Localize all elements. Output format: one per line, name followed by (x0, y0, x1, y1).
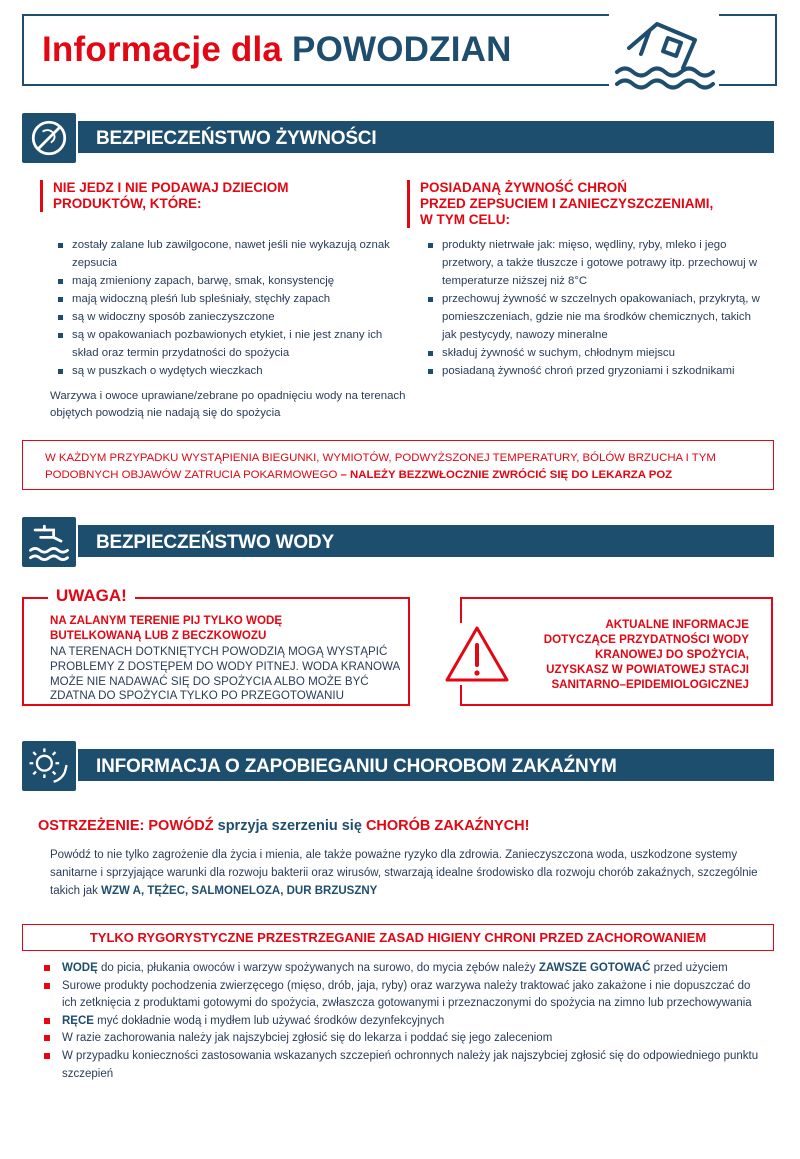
disease-paragraph: Powódź to nie tylko zagrożenie dla życia i mienia, ale także poważne ryzyko dla zdrowia. Zanieczyszczona woda, uszkodzone systemy sanitarne i sprzyjające warunki dla rozwoju bakterii oraz wirusów, stwarzają idealne środowisko dla rozwoju chorób zakaźnych, szczególnie takich jak WZW A, TĘŻEC, SALMONELOZA, DUR BRZUSZNY (50, 849, 758, 897)
food-warning-icon (20, 111, 78, 165)
section-bar-water (22, 525, 774, 557)
water-tap-icon (20, 515, 78, 569)
flooded-house-icon (609, 10, 719, 100)
section-title-water: BEZPIECZEŃSTWO WODY (96, 532, 334, 553)
hygiene-rule-banner: TYLKO RYGORYSTYCZNE PRZESTRZEGANIE ZASAD HIGIENY CHRONI PRZED ZACHOROWANIEM (22, 924, 774, 951)
info-text: AKTUALNE INFORMACJE DOTYCZĄCE PRZYDATNOŚCI WODY KRANOWEJ DO SPOŻYCIA, UZYSKASZ W POWIATOWEJ STACJI SANITARNO–EPIDEMIOLOGICZNEJ (543, 618, 749, 691)
warning-heading: NA ZALANYM TERENIE PIJ TYLKO WODĘ BUTELKOWANĄ LUB Z BECZKOWOZU (50, 614, 283, 642)
list-item: posiadaną żywność chroń przed gryzoniami i szkodnikami (426, 362, 760, 380)
hygiene-list (44, 960, 764, 1083)
list-item: mają widoczną pleśń lub spleśniały, stęchły zapach (56, 290, 396, 308)
warning-label: UWAGA! (48, 586, 135, 606)
section-bar-disease (22, 749, 774, 781)
flood-disease-warning: OSTRZEŻENIE: POWÓDŹ sprzyja szerzeniu się CHORÓB ZAKAŹNYCH! (38, 818, 530, 834)
list-item: są w puszkach o wydętych wieczkach (56, 362, 396, 380)
food-left-list (56, 236, 396, 380)
section-title-disease: INFORMACJA O ZAPOBIEGANIU CHOROBOM ZAKAŹNYM (96, 756, 617, 777)
food-right-heading: POSIADANĄ ŻYWNOŚĆ CHROŃ PRZED ZEPSUCIEM I ZANIECZYSZCZENIAMI, W TYM CELU: (407, 180, 767, 228)
warning-text: NA TERENACH DOTKNIĘTYCH POWODZIĄ MOGĄ WYSTĄPIĆ PROBLEMY Z DOSTĘPEM DO WODY PITNEJ. WODA KRANOWA MOŻE NIE NADAWAĆ SIĘ DO SPOŻYCIA ALBO MOŻE BYĆ ZDATNA DO SPOŻYCIA TYLKO PO PRZEGOTOWANIU (50, 645, 400, 703)
list-item: są w widoczny sposób zanieczyszczone (56, 308, 396, 326)
food-left-heading: NIE JEDZ I NIE PODAWAJ DZIECIOM PRODUKTÓW, KTÓRE: (40, 180, 370, 212)
food-note: Warzywa i owoce uprawiane/zebrane po opadnięciu wody na terenach objętych powodzią nie nadają się do spożycia (50, 390, 406, 419)
food-poisoning-alert: W KAŻDYM PRZYPADKU WYSTĄPIENIA BIEGUNKI, WYMIOTÓW, PODWYŻSZONEJ TEMPERATURY, BÓLÓW BRZUCHA I TYM PODOBNYCH OBJAWÓW ZATRUCIA POKARMOWEGO – NALEŻY BEZZWŁOCZNIE ZWRÓCIĆ SIĘ DO LEKARZA POZ (22, 440, 774, 490)
list-item: są w opakowaniach pozbawionych etykiet, i nie jest znany ich skład oraz termin przydatności do spożycia (56, 326, 396, 362)
list-item: mają zmieniony zapach, barwę, smak, konsystencję (56, 272, 396, 290)
water-warning-box (22, 586, 410, 706)
list-item: W razie zachorowania należy jak najszybciej zgłosić się do lekarza i poddać się jego zaleceniom (44, 1030, 764, 1048)
list-item: W przypadku konieczności zastosowania wskazanych szczepień ochronnych należy jak najszybciej zgłosić się do odpowiedniego punktu szczepień (44, 1048, 764, 1083)
list-item: składuj żywność w suchym, chłodnym miejscu (426, 344, 760, 362)
list-item: RĘCE myć dokładnie wodą i mydłem lub używać środków dezynfekcyjnych (44, 1013, 764, 1031)
food-right-list (426, 236, 760, 380)
page-title: Informacje dla POWODZIAN (42, 30, 512, 69)
section-bar-food (22, 121, 774, 153)
virus-hand-icon (20, 739, 78, 793)
list-item: WODĘ do picia, płukania owoców i warzyw spożywanych na surowo, do mycia zębów należy ZAWSZE GOTOWAĆ przed użyciem (44, 960, 764, 978)
list-item: produkty nietrwałe jak: mięso, wędliny, ryby, mleko i jego przetwory, a także tłuszcze i gotowe potrawy itp. przechowuj w temperaturze niższej niż 8°C (426, 236, 760, 290)
list-item: przechowuj żywność w szczelnych opakowaniach, przykrytą, w pomieszczeniach, gdzie nie ma środków chemicznych, takich jak pestycydy, nawozy mineralne (426, 290, 760, 344)
list-item: zostały zalane lub zawilgocone, nawet jeśli nie wykazują oznak zepsucia (56, 236, 396, 272)
list-item: Surowe produkty pochodzenia zwierzęcego (mięso, drób, jaja, ryby) oraz warzywa należy traktować jako zakażone i nie dopuszczać do ich zetknięcia z produktami gotowymi do spożycia, zwłaszcza gotowanymi i przeznaczonymi do spożycia na zimno lub przechowywania (44, 978, 764, 1013)
warning-triangle-icon (442, 623, 512, 685)
water-info-box (460, 597, 773, 706)
section-title-food: BEZPIECZEŃSTWO ŻYWNOŚCI (96, 128, 377, 149)
header (22, 14, 777, 86)
